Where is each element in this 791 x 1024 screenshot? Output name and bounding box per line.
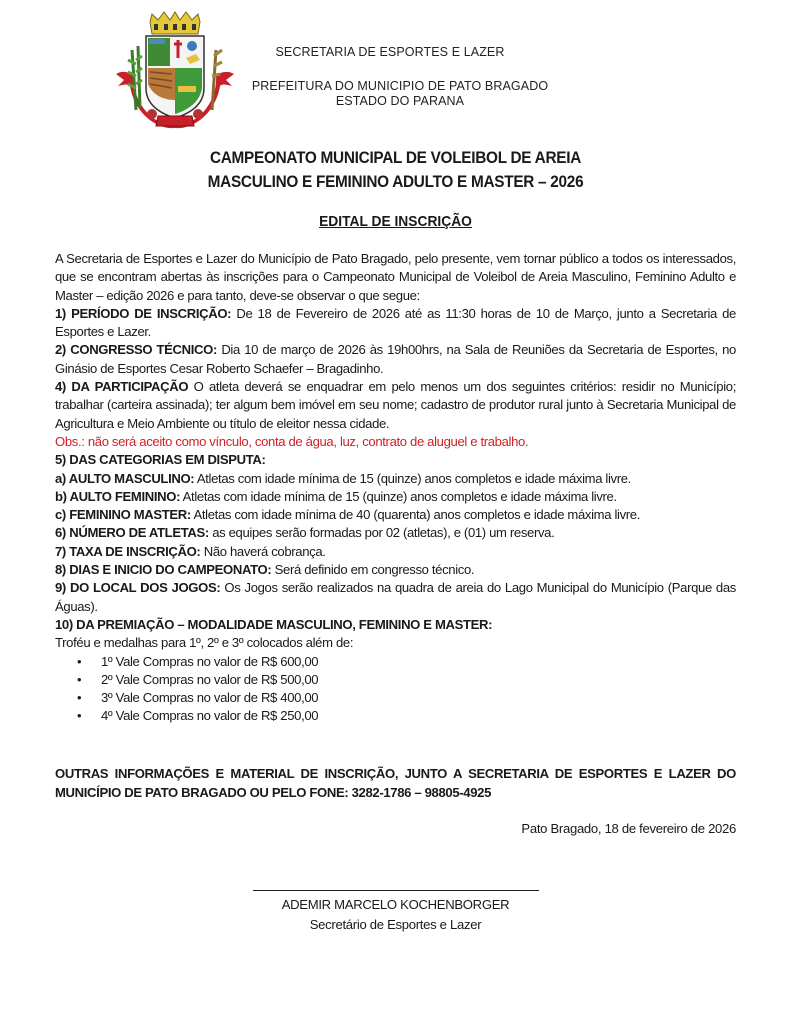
- bullet-icon: •: [77, 653, 82, 669]
- section-label: 4) DA PARTICIPAÇÃO: [55, 379, 189, 395]
- header-department: SECRETARIA DE ESPORTES E LAZER: [275, 45, 505, 59]
- section-label: 1) PERÍODO DE INSCRIÇÃO:: [55, 305, 232, 321]
- prize-list: [55, 653, 736, 726]
- prize-text: 2º Vale Compras no valor de R$ 500,00: [101, 671, 319, 687]
- section-participation: [55, 378, 736, 433]
- section-label: 7) TAXA DE INSCRIÇÃO:: [55, 543, 201, 559]
- section-text: Não haverá cobrança.: [200, 543, 326, 559]
- section-schedule: [55, 561, 736, 579]
- header-municipality: PREFEITURA DO MUNICIPIO DE PATO BRAGADO: [251, 79, 549, 93]
- section-label: 8) DIAS E INICIO DO CAMPEONATO:: [55, 562, 272, 578]
- prizes-intro: Troféu e medalhas para 1º, 2º e 3º colocados além de:: [55, 635, 354, 651]
- section-text: Dia 10 de março de 2026 às 19h00hrs, na Sala de Reuniões da Secretaria de Esportes, no Ginásio de Esportes Cesar Roberto Schaefer – Bragadinho.: [55, 342, 736, 376]
- prize-text: 1º Vale Compras no valor de R$ 600,00: [101, 653, 319, 669]
- signer-role: Secretário de Esportes e Lazer: [309, 917, 482, 932]
- header-state: ESTADO DO PARANA: [335, 94, 465, 108]
- section-text: Os Jogos serão realizados na quadra de areia do Lago Municipal do Município (Parque das Águas).: [55, 580, 736, 614]
- municipal-crest-icon: [112, 10, 238, 130]
- section-prizes: [55, 616, 736, 634]
- section-categories: [55, 451, 736, 469]
- category-label: b) AULTO FEMININO:: [55, 488, 181, 504]
- signature-line: [253, 890, 539, 891]
- bullet-icon: •: [77, 671, 82, 687]
- prize-item: [77, 707, 736, 725]
- intro-paragraph: A Secretaria de Esportes e Lazer do Município de Pato Bragado, pelo presente, vem tornar público a todos os interessados, que se encontram abertas às inscrições para o Campeonato Municipal de Voleibol de Areia Masculino, Feminino Adulto e Master – edição 2026 e para tanto, deve-se observar o que segue:: [55, 251, 736, 303]
- section-text: O atleta deverá se enquadrar em pelo menos um dos seguintes critérios: residir no Município; trabalhar (carteira assinada); ter algum bem imóvel em seu nome; cadastro de produtor rural junto à Secretaria Municipal de Agricultura e Meio Ambiente ou título de eleitor nessa cidade.: [55, 379, 736, 431]
- section-technical-congress: [55, 341, 736, 378]
- section-label: 6) NÚMERO DE ATLETAS:: [55, 525, 209, 541]
- prize-text: 3º Vale Compras no valor de R$ 400,00: [101, 690, 319, 706]
- prize-text: 4º Vale Compras no valor de R$ 250,00: [101, 708, 319, 724]
- prize-item: [77, 653, 736, 671]
- category-female-adult: [55, 488, 736, 506]
- section-text: Será definido em congresso técnico.: [271, 562, 475, 578]
- bullet-icon: •: [77, 708, 82, 724]
- obs-note: Obs.: não será aceito como vínculo, conta de água, luz, contrato de aluguel e trabalho.: [55, 433, 529, 449]
- section-label: 9) DO LOCAL DOS JOGOS:: [55, 580, 221, 596]
- signer-name: ADEMIR MARCELO KOCHENBORGER: [281, 897, 510, 912]
- category-female-master: [55, 506, 736, 524]
- category-label: c) FEMININO MASTER:: [55, 507, 191, 523]
- document-subtitle: EDITAL DE INSCRIÇÃO: [319, 213, 472, 230]
- document-title-line-2: MASCULINO E FEMININO ADULTO E MASTER – 2026: [207, 173, 584, 191]
- section-registration-period: [55, 305, 736, 342]
- section-label: 2) CONGRESSO TÉCNICO:: [55, 342, 218, 358]
- section-label: 10) DA PREMIAÇÃO – MODALIDADE MASCULINO, FEMININO E MASTER:: [55, 616, 493, 632]
- category-text: Atletas com idade mínima de 40 (quarenta) anos completos e idade máxima livre.: [190, 507, 640, 523]
- category-text: Atletas com idade mínima de 15 (quinze) anos completos e idade máxima livre.: [180, 488, 617, 504]
- section-venue: [55, 579, 736, 616]
- section-label: 5) DAS CATEGORIAS EM DISPUTA:: [55, 452, 266, 468]
- section-registration-fee: [55, 543, 736, 561]
- category-text: Atletas com idade mínima de 15 (quinze) anos completos e idade máxima livre.: [194, 470, 631, 486]
- category-male-adult: [55, 470, 736, 488]
- prize-item: [77, 671, 736, 689]
- prize-item: [77, 689, 736, 707]
- document-body: [55, 250, 736, 726]
- bullet-icon: •: [77, 690, 82, 706]
- document-title-line-1: CAMPEONATO MUNICIPAL DE VOLEIBOL DE AREIA: [209, 149, 582, 167]
- contact-info: OUTRAS INFORMAÇÕES E MATERIAL DE INSCRIÇÃO, JUNTO A SECRETARIA DE ESPORTES E LAZER DO MUNICÍPIO DE PATO BRAGADO OU PELO FONE: 3282-1786 – 98805-4925: [55, 766, 736, 800]
- section-number-of-athletes: [55, 524, 736, 542]
- category-label: a) AULTO MASCULINO:: [55, 470, 195, 486]
- section-text: De 18 de Fevereiro de 2026 até as 11:30 horas de 10 de Março, junto a Secretaria de Esportes e Lazer.: [55, 305, 736, 340]
- section-text: as equipes serão formadas por 02 (atletas), e (01) um reserva.: [208, 525, 555, 541]
- place-date: Pato Bragado, 18 de fevereiro de 2026: [521, 821, 736, 836]
